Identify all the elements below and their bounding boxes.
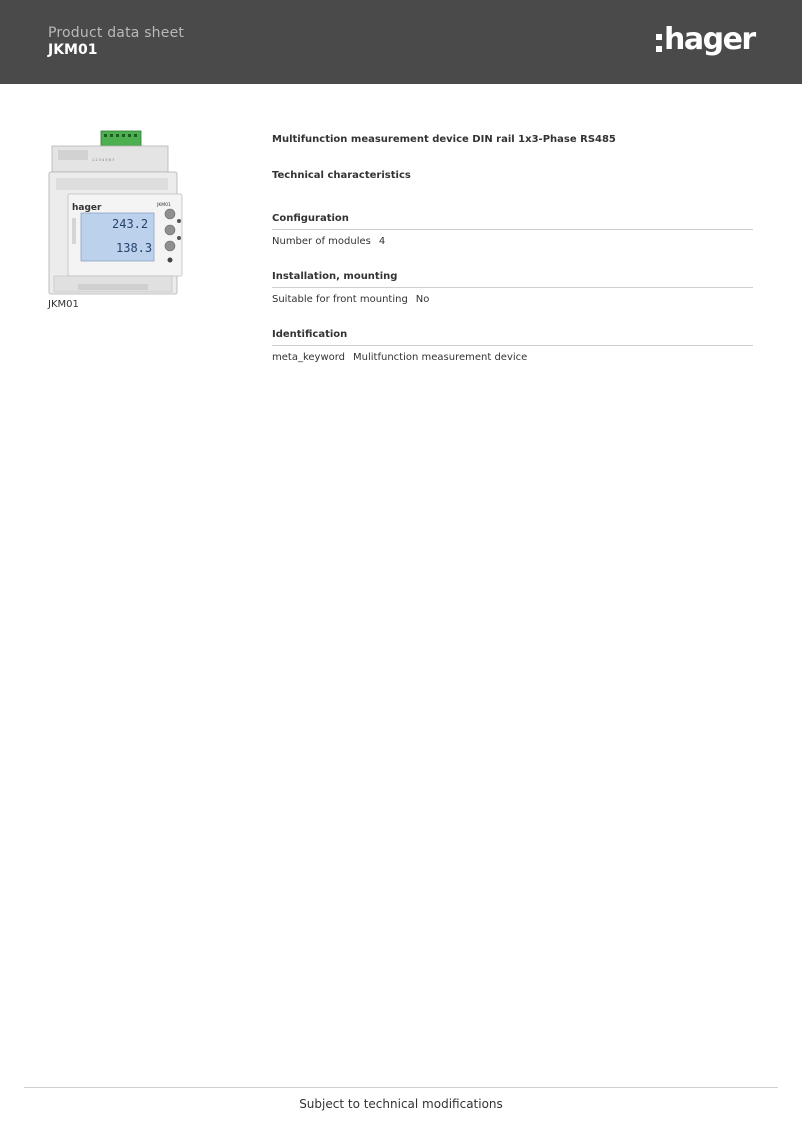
logo-colon-icon — [656, 34, 662, 54]
spec-label: Suitable for front mounting — [272, 294, 408, 305]
section-installation-mounting — [272, 271, 753, 305]
product-code: JKM01 — [48, 42, 98, 58]
lcd-top-value: 243.2 — [112, 217, 149, 231]
product-details — [272, 134, 753, 363]
footer-note: Subject to technical modifications — [299, 1097, 503, 1111]
lcd-bottom-value: 138.3 — [116, 241, 153, 255]
spec-value: 4 — [378, 236, 386, 247]
spec-row — [272, 352, 753, 363]
spec-value: Mulitfunction measurement device — [353, 352, 528, 363]
device-model-label: JKM01 — [157, 203, 171, 208]
section-title: Configuration — [272, 213, 753, 230]
technical-characteristics-heading: Technical characteristics — [272, 170, 411, 181]
section-title: Installation, mounting — [272, 271, 753, 288]
spec-row — [272, 236, 753, 247]
footer-divider — [24, 1087, 778, 1088]
brand-logo — [654, 22, 754, 62]
document-type: Product data sheet — [48, 25, 185, 41]
section-title: Identification — [272, 329, 753, 346]
brand-logo-text: hager — [664, 22, 755, 57]
spec-label: Number of modules — [272, 236, 371, 247]
spec-row — [272, 294, 753, 305]
svg-text:1 2 3 4 5 6 7: 1 2 3 4 5 6 7 — [92, 158, 115, 162]
image-caption: JKM01 — [48, 299, 79, 310]
section-configuration — [272, 213, 753, 247]
product-title: Multifunction measurement device DIN rail 1x3-Phase RS485 — [272, 134, 616, 145]
spec-label: meta_keyword — [272, 352, 346, 363]
device-logo-text: hager — [72, 203, 102, 213]
product-image — [48, 128, 188, 296]
spec-value: No — [415, 294, 430, 305]
page-header — [0, 0, 802, 84]
section-identification — [272, 329, 753, 363]
